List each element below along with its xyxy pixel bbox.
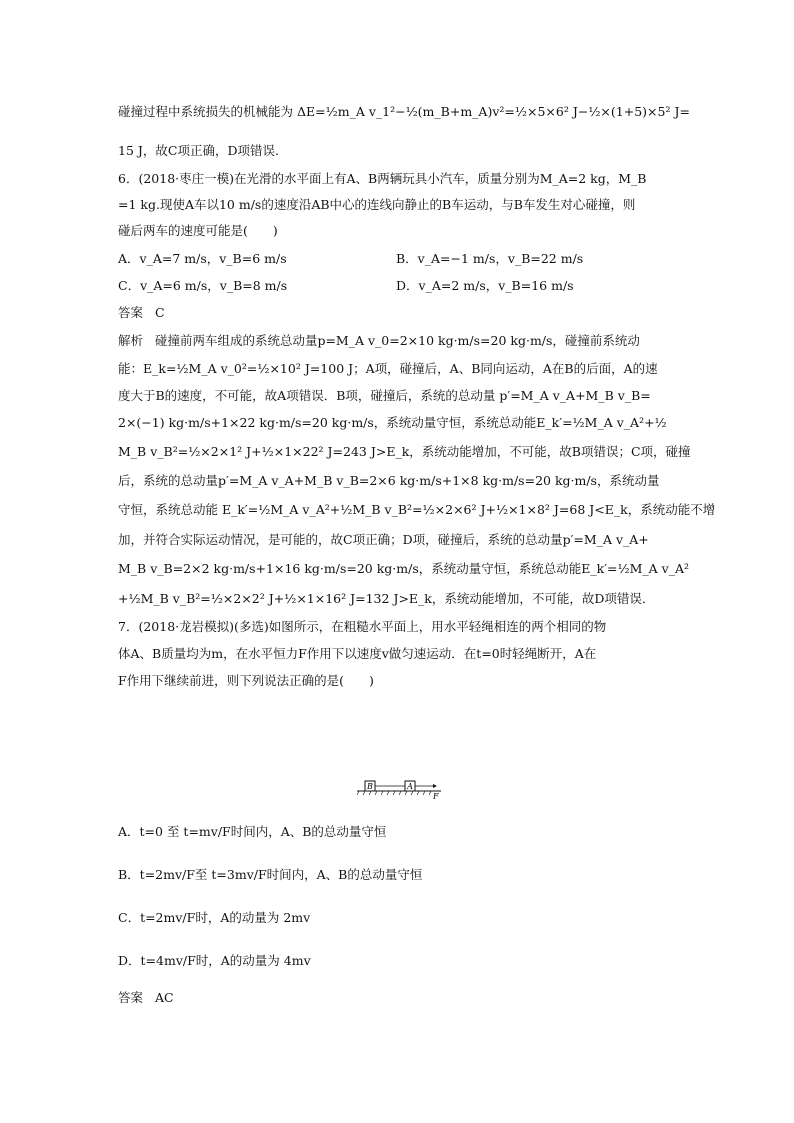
question-7-line: F作用下继续前进，则下列说法正确的是( ) [118, 673, 374, 688]
text-line: 碰撞过程中系统损失的机械能为 ΔE=½m_A v_1²−½(m_B+m_A)v²=½×5×6² J−½×(1+5)×5² J= [118, 104, 690, 119]
answer-line [118, 303, 165, 323]
analysis-text: 碰撞前两车组成的系统总动量p=M_A v_0=2×10 kg·m/s=20 kg·m/s，碰撞前系统动 [154, 333, 640, 348]
analysis-line: 加，并符合实际运动情况，是可能的，故C项正确；D项，碰撞后，系统的总动量p′=M_A v_A+ [118, 532, 649, 547]
answer-value: AC [154, 990, 174, 1005]
ground-hatch [393, 791, 395, 795]
analysis-line: 2×(−1) kg·m/s+1×22 kg·m/s=20 kg·m/s，系统动量守恒，系统总动能E_k′=½M_A v_A²+½ [118, 415, 667, 430]
analysis-line: +½M_B v_B²=½×2×2² J+½×1×16² J=132 J>E_k，系统动能增加，不可能，故D项错误． [118, 591, 655, 606]
ground-hatch [381, 791, 383, 795]
question-6-line: 碰后两车的速度可能是( ) [118, 223, 278, 238]
ground-hatch [399, 791, 401, 795]
q7-option-d: D．t=4mv/F时，A的动量为 4mv [118, 953, 311, 968]
ground-hatch [357, 791, 359, 795]
block-a-label: A [407, 782, 413, 791]
option-d: D．v_A=2 m/s，v_B=16 m/s [396, 278, 574, 293]
answer-value: C [154, 305, 165, 320]
q7-option-a: A．t=0 至 t=mv/F时间内，A、B的总动量守恒 [118, 824, 387, 839]
analysis-line: 守恒，系统总动能 E_k′=½M_A v_A²+½M_B v_B²=½×2×6² J+½×1×8² J=68 J<E_k，系统动能不增 [118, 502, 716, 517]
answer-label: 答案 [118, 990, 144, 1005]
analysis-label: 解析 [118, 333, 144, 348]
ground-hatch [429, 791, 431, 795]
ground-hatch [405, 791, 407, 795]
option-a: A．v_A=7 m/s，v_B=6 m/s [118, 251, 287, 266]
force-arrowhead [433, 784, 437, 788]
question-7-line: 7．(2018·龙岩模拟)(多选)如图所示，在粗糙水平面上，用水平轻绳相连的两个相同的物 [118, 619, 607, 634]
analysis-line: 度大于B的速度，不可能，故A项错误．B项，碰撞后，系统的总动量 p′=M_A v_A+M_B v_B= [118, 388, 651, 403]
question-6-line: 6．(2018·枣庄一模)在光滑的水平面上有A、B两辆玩具小汽车，质量分别为M_A=2 kg，M_B [118, 171, 647, 186]
analysis-line: 能：E_k=½M_A v_0²=½×10² J=100 J；A项，碰撞后，A、B同向运动，A在B的后面，A的速 [118, 361, 658, 376]
ground-hatch [411, 791, 413, 795]
option-b: B．v_A=−1 m/s，v_B=22 m/s [396, 251, 584, 266]
ground-hatch [417, 791, 419, 795]
q7-option-c: C．t=2mv/F时，A的动量为 2mv [118, 910, 311, 925]
option-c: C．v_A=6 m/s，v_B=8 m/s [118, 278, 288, 293]
analysis-line: M_B v_B=2×2 kg·m/s+1×16 kg·m/s=20 kg·m/s，系统动量守恒，系统总动能E_k′=½M_A v_A² [118, 561, 690, 576]
answer-line [118, 988, 174, 1008]
ground-hatch [423, 791, 425, 795]
analysis-line: M_B v_B²=½×2×1² J+½×1×22² J=243 J>E_k，系统动能增加，不可能，故B项错误；C项，碰撞 [118, 444, 691, 459]
text-line: 15 J，故C项正确，D项错误. [118, 143, 279, 158]
answer-label: 答案 [118, 305, 144, 320]
ground-hatch [363, 791, 365, 795]
block-b-label: B [367, 782, 373, 791]
analysis-line [118, 331, 640, 351]
force-label: F [433, 792, 439, 800]
ground-hatch [387, 791, 389, 795]
question-6-line: =1 kg.现使A车以10 m/s的速度沿AB中心的连线向静止的B车运动，与B车发生对心碰撞，则 [118, 197, 636, 212]
analysis-line: 后，系统的总动量p′=M_A v_A+M_B v_B=2×6 kg·m/s+1×8 kg·m/s=20 kg·m/s，系统动量 [118, 473, 660, 488]
ground-hatch [369, 791, 371, 795]
ground-hatch [375, 791, 377, 795]
question-7-line: 体A、B质量均为m，在水平恒力F作用下以速度v做匀速运动．在t=0时轻绳断开，A在 [118, 646, 597, 661]
blocks-figure [357, 778, 441, 800]
q7-option-b: B．t=2mv/F至 t=3mv/F时间内，A、B的总动量守恒 [118, 867, 423, 882]
